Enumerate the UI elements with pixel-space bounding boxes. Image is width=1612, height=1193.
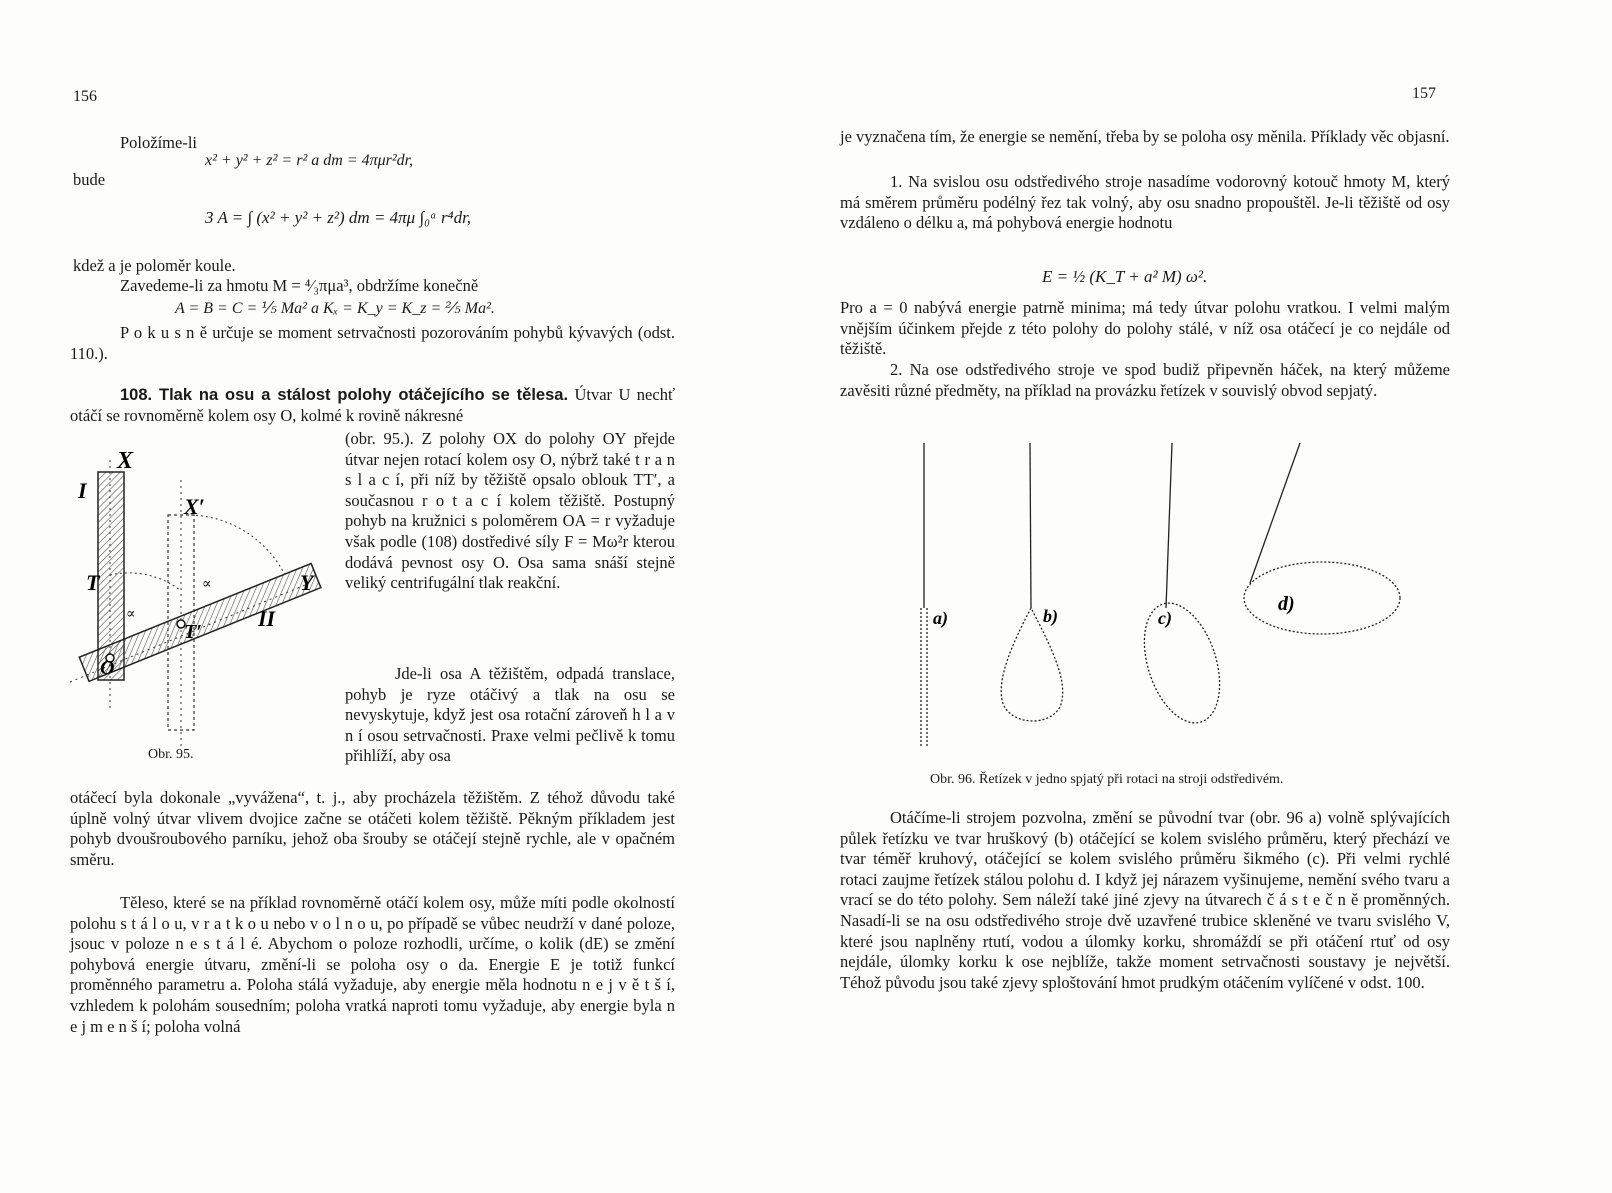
side-text-1: (obr. 95.). Z polohy OX do polohy OY přejde útvar nejen rotací kolem osy O, nýbrž také t r a n s l a c í, při níž by těžiště opsalo oblouk TT′, a současnou r o t a c í kolem těžiště. Postupný pohyb na kružnici s poloměrem OA = r vyžaduje však podle (108) dostředivé síly F = Mω²r kterou dodává pevnost osy O. Osa sama snáší stejně veliký centrifugální tlak reakční. <box>345 429 675 593</box>
fig96-chain-d <box>1244 562 1400 634</box>
fig95-label-ii: II <box>258 606 276 631</box>
fig95-label-o: O <box>100 657 115 679</box>
fig96-label-a: a) <box>933 608 948 628</box>
figure-95-caption: Obr. 95. <box>148 747 194 762</box>
fig95-label-y: Y <box>300 570 314 595</box>
fig95-label-alpha-2: ∝ <box>126 607 136 622</box>
page-number-left: 156 <box>73 88 97 105</box>
figure-96-caption: Obr. 96. Řetízek v jedno spjatý při rotaci na stroji odstředivém. <box>930 772 1284 787</box>
paragraph-pokusne: P o k u s n ě určuje se moment setrvačnosti pozorováním pohybů kývavých (odst. 110.). <box>70 323 675 363</box>
paragraph-continuation: otáčecí byla dokonale „vyvážena“, t. j., aby procházela těžištěm. Z téhož důvodu také úplně volný útvar vlivem dvojice začne se otáčeti kolem těžiště. Pěkným příkladem jest pohyb dvoušroubového parníku, jehož oba šrouby se otáčejí stejně rychle, ale v opačném směru. <box>70 788 675 869</box>
fig96-string-b <box>1030 443 1031 608</box>
arc-outer <box>181 515 285 575</box>
section-heading: 108. Tlak na osu a stálost polohy otáčejícího se tělesa. <box>120 386 569 404</box>
side-text-2: Jde-li osa A těžištěm, odpadá translace, pohyb je ryze otáčivý a tlak na osu se nevyskytuje, když jest osa rotační zároveň h l a v n í osou setrvačnosti. Praxe velmi pečlivě k tomu přihlíží, aby osa <box>345 664 675 766</box>
paragraph-1: je vyznačena tím, že energie se nemění, třeba by se poloha osy měnila. Příklady věc objasní. <box>840 127 1450 146</box>
fig95-label-xprime: X′ <box>184 494 205 519</box>
fig95-label-i: I <box>78 478 87 503</box>
fig95-label-t: T <box>86 570 100 595</box>
text-kdez: kdež a je poloměr koule. <box>73 256 236 275</box>
left-page <box>0 0 780 1193</box>
fig96-string-d <box>1250 443 1300 583</box>
right-page <box>780 0 1612 1193</box>
paragraph-teleso: Těleso, které se na příklad rovnoměrně otáčí kolem osy, může míti podle okolností polohu s t á l o u, v r a t k o u nebo v o l n o u, po případě se vůbec neudrží v dané poloze, jsouc v poloze n e s t á l é. Abychom o poloze rozhodli, určíme, o kolik (dE) se změní pohybová energie útvaru, změní-li se poloha osy o da. Energie E je totiž funkcí proměnného parametru a. Poloha stálá vyžaduje, aby energie měla hodnotu n e j v ě t š í, vzhledem k polohám sousedním; poloha vratká naproti tomu vyžaduje, aby energie byla n e j m e n š í; poloha volná <box>70 893 675 1036</box>
fig96-chain-c <box>1131 594 1234 733</box>
fig95-label-alpha-1: ∝ <box>202 577 212 592</box>
equation-2: 3 A = ∫ (x² + y² + z²) dm = 4πμ ∫₀ᵃ r⁴dr, <box>205 208 472 227</box>
page-number-right: 157 <box>1412 85 1436 102</box>
text-polozime: Položíme-li <box>120 133 197 152</box>
paragraph-3: Pro a = 0 nabývá energie patrně minima; má tedy útvar polohu vratkou. I velmi malým vnějším účinkem přejde z této polohy do polohy stálé, v níž osa otáčecí je co nejdále od těžiště. <box>840 298 1450 359</box>
equation-1: x² + y² + z² = r² a dm = 4πμr²dr, <box>205 152 414 169</box>
text-bude: bude <box>73 170 106 189</box>
figure-95 <box>60 440 350 770</box>
fig96-label-c: c) <box>1158 608 1172 628</box>
fig96-label-d: d) <box>1278 593 1295 615</box>
fig96-label-b: b) <box>1043 606 1058 626</box>
paragraph-5: Otáčíme-li strojem pozvolna, změní se původní tvar (obr. 96 a) volně splývajících půlek řetízku ve tvar hruškový (b) otáčející se kolem svislého průměru, který přechází ve tvar téměř kruhový, otáčející se kolem svislého průměru šikmého (c). Při velmi rychlé rotaci zaujme řetízek stálou polohu d. I když jej nárazem vyšinujeme, nemění svého tvaru a vrací se do této polohy. Sem náleží také jiné zjevy na útvarech č á s t e č n ě proměnných. Nasadí-li se na osu odstředivého stroje dvě uzavřené trubice skleněné ve tvaru svislého V, které jsou naplněny rtutí, vodou a úlomky korku, shromáždí se při otáčení rtuť od osy nejdále, úlomky korku k ose nejblíže, takže moment setrvačnosti soustavy je největší. Téhož původu jsou také zjevy sploštování hmot prudkým otáčením vylíčené v odst. 100. <box>840 808 1450 992</box>
section-intro: Útvar U nechť otáčí se rovnoměrně kolem osy O, kolmé k rovině nákresné <box>70 385 675 425</box>
paragraph-2: 1. Na svislou osu odstředivého stroje nasadíme vodorovný kotouč hmoty M, který má směrem průměru podélný řez tak volný, aby osu snadno propouštěl. Je-li těžiště od osy vzdáleno o délku a, má pohybová energie hodnotu <box>840 172 1450 233</box>
text-zavedeme: Zavedeme-li za hmotu M = ⁴⁄₃πμa³, obdržíme konečně <box>120 276 479 295</box>
equation-energy: E = ½ (K_T + a² M) ω². <box>1042 267 1208 286</box>
fig95-label-x: X <box>117 448 134 474</box>
figure-96 <box>890 438 1470 758</box>
section-108 <box>70 385 675 426</box>
equation-3: A = B = C = ⅕ Ma² a Kₓ = K_y = K_z = ⅖ Ma². <box>175 300 495 317</box>
fig95-label-tprime: T′ <box>184 621 202 643</box>
fig96-string-c <box>1166 443 1172 608</box>
paragraph-4: 2. Na ose odstředivého stroje ve spod budiž připevněn háček, na který můžeme zavěsiti různé předměty, na příklad na provázku řetízek v souvislý obvod sepjatý. <box>840 360 1450 400</box>
